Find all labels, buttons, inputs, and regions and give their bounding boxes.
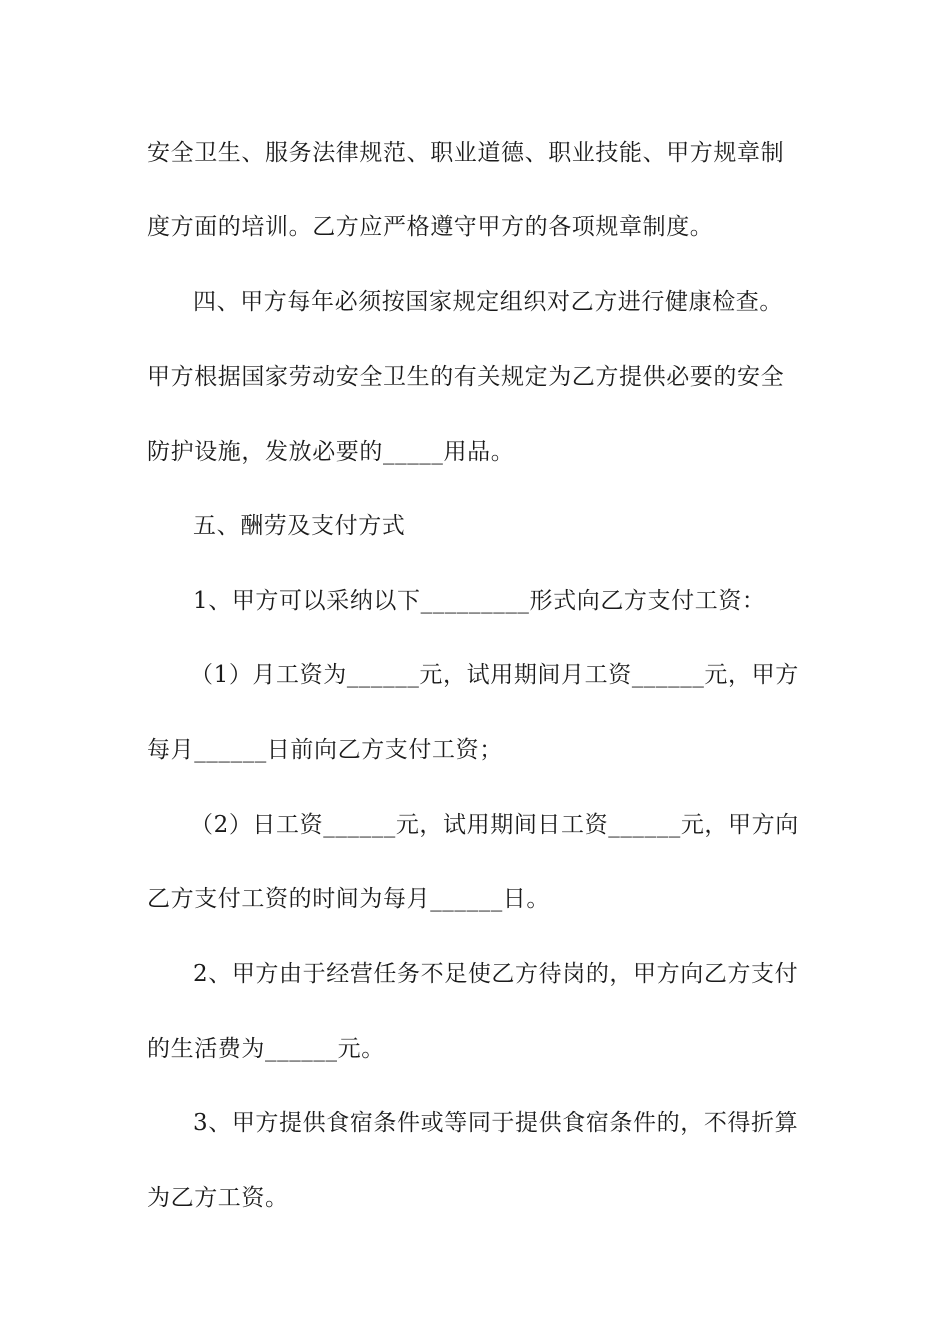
clause-3-line-2: 为乙方工资。: [147, 1185, 289, 1211]
section-four-line-2: 甲方根据国家劳动安全卫生的有关规定为乙方提供必要的安全: [147, 364, 785, 390]
paragraph-line-1: 安全卫生、服务法律规范、职业道德、职业技能、甲方规章制: [147, 140, 785, 166]
section-four-line-3: 防护设施，发放必要的_____用品。: [147, 439, 515, 465]
clause-2-line-1: 2、甲方由于经营任务不足使乙方待岗的，甲方向乙方支付: [193, 961, 799, 987]
clause-3-line-1: 3、甲方提供食宿条件或等同于提供食宿条件的，不得折算: [193, 1110, 799, 1136]
clause-1-item-2-line-1: （2）日工资______元，试用期间日工资______元，甲方向: [190, 812, 799, 838]
section-four-line-1: 四、甲方每年必须按国家规定组织对乙方进行健康检查。: [193, 289, 783, 315]
clause-1-item-2-line-2: 乙方支付工资的时间为每月______日。: [147, 886, 550, 912]
clause-1-item-1-line-1: （1）月工资为______元，试用期间月工资______元，甲方: [190, 662, 799, 688]
clause-2-line-2: 的生活费为______元。: [147, 1036, 385, 1062]
clause-1-line-1: 1、甲方可以采纳以下_________形式向乙方支付工资：: [193, 588, 766, 614]
clause-1-item-1-line-2: 每月______日前向乙方支付工资；: [147, 737, 503, 763]
section-five-heading: 五、酬劳及支付方式: [193, 513, 406, 539]
paragraph-line-2: 度方面的培训。乙方应严格遵守甲方的各项规章制度。: [147, 214, 714, 240]
